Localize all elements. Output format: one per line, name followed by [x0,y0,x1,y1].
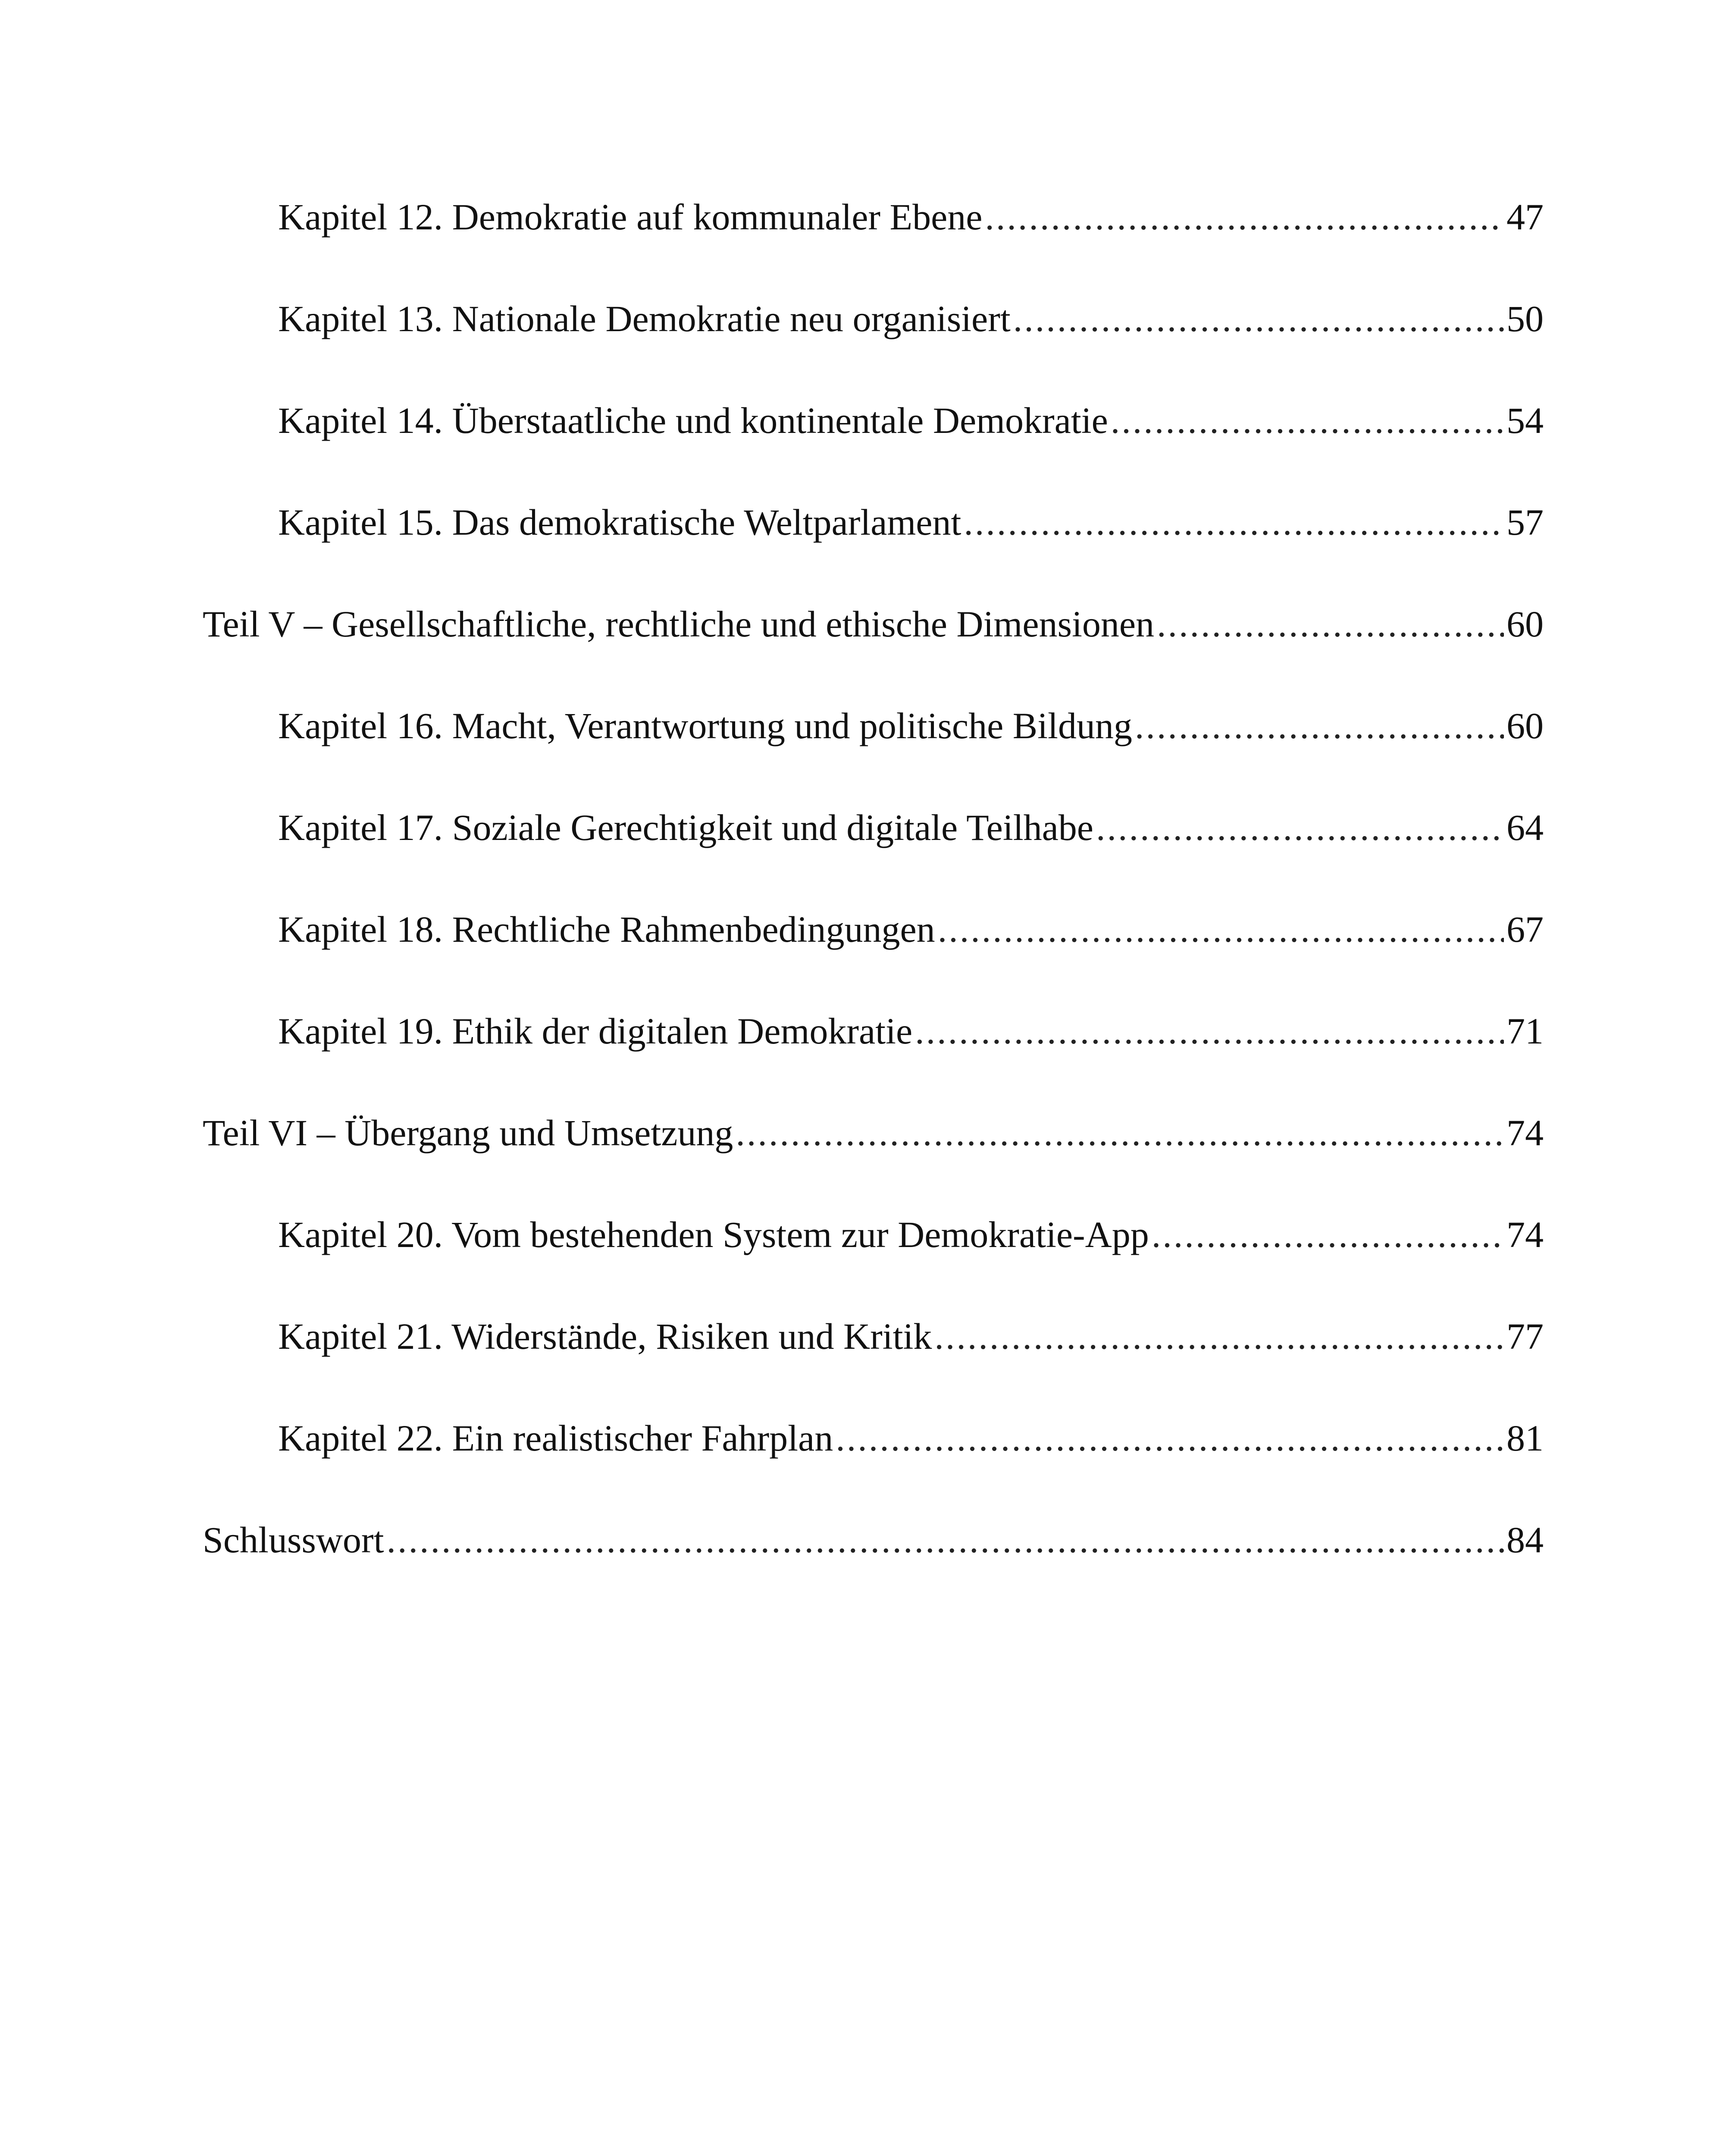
toc-entry-title: Kapitel 12. Demokratie auf kommunaler Ebene [278,196,983,238]
toc-entry-title: Kapitel 20. Vom bestehenden System zur Demokratie-App [278,1214,1149,1255]
toc-dot-leader [1152,1216,1504,1253]
toc-entry-kapitel-21 [203,1318,1544,1420]
toc-entry-title: Kapitel 16. Macht, Verantwortung und politische Bildung [278,705,1132,746]
toc-entry-page: 64 [1506,807,1544,848]
toc-dot-leader [964,504,1504,541]
toc-entry-page: 60 [1506,603,1544,645]
toc-entry-page: 84 [1506,1519,1544,1561]
toc-dot-leader [915,1012,1504,1050]
toc-entry-kapitel-17 [203,809,1544,911]
toc-entry-title: Kapitel 18. Rechtliche Rahmenbedingungen [278,909,935,950]
toc-entry-kapitel-20 [203,1216,1544,1318]
table-of-contents [203,198,1544,1623]
toc-dot-leader [1096,809,1504,846]
toc-entry-kapitel-14 [203,402,1544,504]
toc-dot-leader [934,1318,1504,1355]
toc-entry-title: Kapitel 13. Nationale Demokratie neu organisiert [278,298,1011,339]
toc-dot-leader [938,911,1504,948]
toc-dot-leader [985,198,1504,235]
toc-entry-kapitel-13 [203,300,1544,402]
toc-entry-title: Kapitel 22. Ein realistischer Fahrplan [278,1417,833,1459]
toc-dot-leader [1013,300,1504,337]
toc-entry-page: 71 [1506,1010,1544,1052]
toc-entry-kapitel-19 [203,1012,1544,1114]
toc-dot-leader [1111,402,1504,439]
toc-entry-title: Kapitel 15. Das demokratische Weltparlament [278,501,962,543]
toc-entry-title: Teil VI – Übergang und Umsetzung [203,1112,733,1153]
toc-entry-title: Kapitel 14. Überstaatliche und kontinentale Demokratie [278,400,1108,441]
toc-entry-page: 54 [1506,400,1544,441]
toc-dot-leader [1157,605,1504,642]
toc-entry-schlusswort [203,1521,1544,1623]
toc-entry-page: 77 [1506,1316,1544,1357]
toc-entry-page: 50 [1506,298,1544,339]
toc-dot-leader [836,1420,1504,1457]
toc-entry-page: 57 [1506,501,1544,543]
toc-entry-kapitel-18 [203,911,1544,1012]
toc-entry-page: 47 [1506,196,1544,238]
toc-dot-leader [386,1521,1504,1558]
toc-dot-leader [736,1114,1504,1151]
toc-entry-kapitel-22 [203,1417,1544,1521]
toc-entry-title: Schlusswort [203,1519,384,1561]
toc-entry-title: Kapitel 21. Widerstände, Risiken und Kritik [278,1316,932,1357]
toc-entry-kapitel-16 [203,707,1544,809]
toc-entry-kapitel-12 [203,198,1544,300]
toc-entry-kapitel-15 [203,501,1544,605]
toc-entry-page: 67 [1506,909,1544,950]
toc-entry-teil-vi [203,1114,1544,1216]
toc-entry-page: 74 [1506,1112,1544,1153]
toc-entry-page: 60 [1506,705,1544,746]
toc-entry-teil-v [203,605,1544,707]
toc-entry-title: Teil V – Gesellschaftliche, rechtliche und ethische Dimensionen [203,603,1155,645]
toc-dot-leader [1135,707,1504,744]
toc-entry-title: Kapitel 19. Ethik der digitalen Demokratie [278,1010,913,1052]
toc-entry-page: 81 [1506,1417,1544,1459]
toc-entry-page: 74 [1506,1214,1544,1255]
toc-entry-title: Kapitel 17. Soziale Gerechtigkeit und digitale Teilhabe [278,807,1093,848]
